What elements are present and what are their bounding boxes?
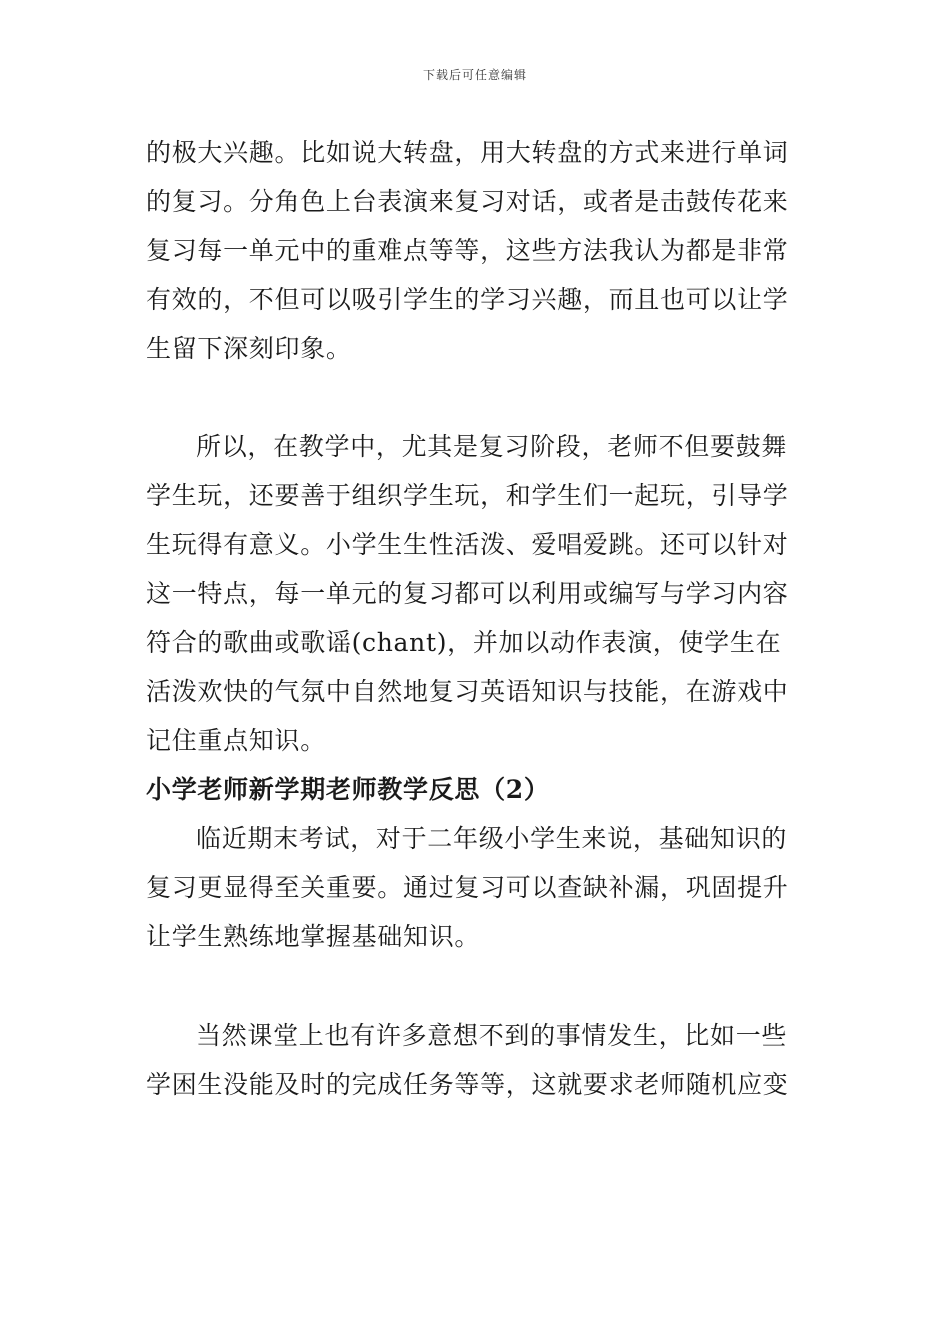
section-title: 小学老师新学期老师教学反思（2） [146,775,550,804]
document-body [146,128,806,1109]
header-note: 下载后可任意编辑 [422,68,527,82]
paragraph-4: 当然课堂上也有许多意想不到的事情发生，比如一些学困生没能及时的完成任务等等，这就要求老师随机应变 [146,1021,789,1099]
paragraph-3: 临近期末考试，对于二年级小学生来说，基础知识的复习更显得至关重要。通过复习可以查缺补漏，巩固提升让学生熟练地掌握基础知识。 [146,824,789,951]
paragraph-1: 的极大兴趣。比如说大转盘，用大转盘的方式来进行单词的复习。分角色上台表演来复习对话，或者是击鼓传花来复习每一单元中的重难点等等，这些方法我认为都是非常有效的，不但可以吸引学生的学习兴趣，而且也可以让学生留下深刻印象。 [146,138,789,363]
paragraph-2: 所以，在教学中，尤其是复习阶段，老师不但要鼓舞学生玩，还要善于组织学生玩，和学生们一起玩，引导学生玩得有意义。小学生生性活泼、爱唱爱跳。还可以针对这一特点，每一单元的复习都可以利用或编写与学习内容符合的歌曲或歌谣(chant)，并加以动作表演，使学生在活泼欢快的气氛中自然地复习英语知识与技能，在游戏中记住重点知识。 [146,432,789,755]
